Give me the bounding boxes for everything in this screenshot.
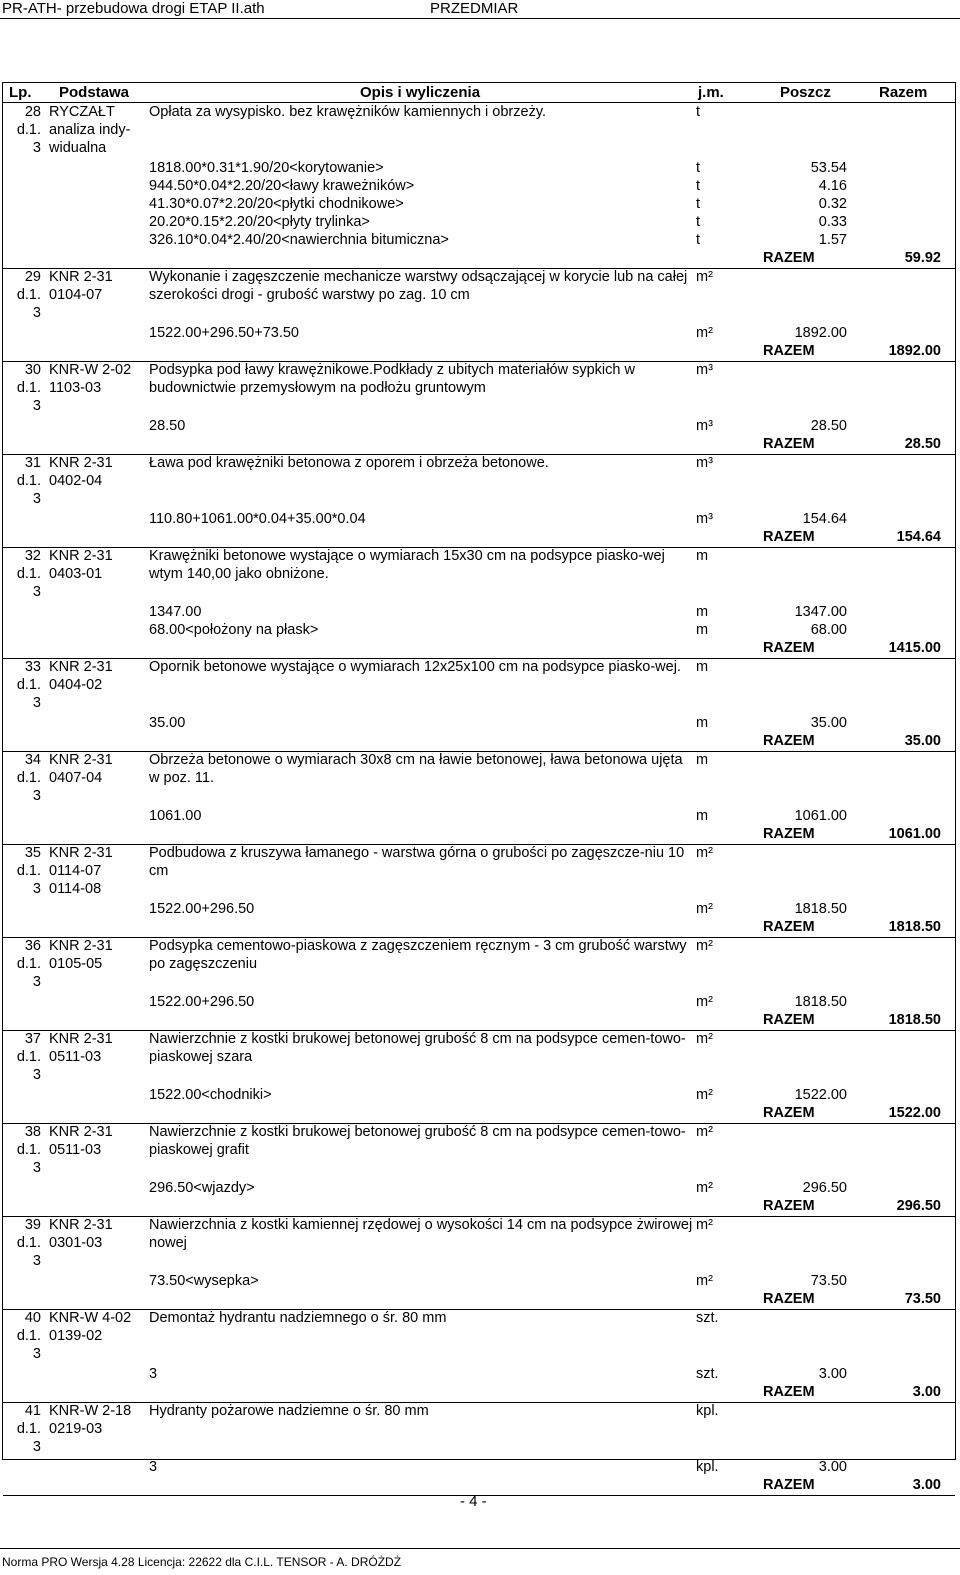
item-description: Hydranty pożarowe nadziemne o śr. 80 mm [149,1403,429,1419]
razem-value: 3.00 [912,1477,941,1493]
razem-label: RAZEM [763,343,815,359]
item-description: Demontaż hydrantu nadziemnego o śr. 80 mm [149,1310,447,1326]
item-lp: 40 [24,1310,41,1326]
razem-label: RAZEM [763,640,815,656]
item-basis: 0403-01 [49,566,103,582]
calc-expression: 20.20*0.15*2.20/20<płyty trylinka> [149,214,370,230]
item-lp: 3 [32,974,41,990]
calc-unit: m³ [696,511,713,527]
item-basis: 0219-03 [49,1421,103,1437]
header-razem: Razem [879,84,928,101]
razem-value: 73.50 [904,1291,941,1307]
item-basis: KNR-W 2-02 [49,362,132,378]
item-unit: m³ [696,362,713,378]
item-basis: KNR 2-31 [49,659,113,675]
item-lp: d.1. [16,380,41,396]
item-basis: KNR 2-31 [49,1031,113,1047]
item-lp: 3 [32,491,41,507]
item-description: Ława pod krawężniki betonowa z oporem i obrzeża betonowe. [149,455,549,471]
calc-value: 1818.50 [794,901,847,917]
item-lp: 3 [32,695,41,711]
item-lp: 36 [24,938,41,954]
item-lp: 3 [32,1253,41,1269]
calc-expression: 1522.00<chodniki> [149,1087,272,1103]
item-basis: 0402-04 [49,473,103,489]
file-title: PR-ATH- przebudowa drogi ETAP II.ath [2,0,265,17]
razem-label: RAZEM [763,1012,815,1028]
razem-value: 1522.00 [888,1105,941,1121]
calc-expression: 3 [149,1459,158,1475]
header-poszcz: Poszcz [780,84,831,101]
item-basis: 0104-07 [49,287,103,303]
calc-unit: t [696,232,701,248]
item-unit: m² [696,938,713,954]
item-description: Opłata za wysypisko. bez krawężników kamiennych i obrzeży. [149,104,547,120]
item-lp: 34 [24,752,41,768]
item-description: Opornik betonowe wystające o wymiarach 12x25x100 cm na podsypce piasko-wej. [149,659,681,675]
calc-expression: 28.50 [149,418,186,434]
item-basis: 0407-04 [49,770,103,786]
item-description: Podsypka pod ławy krawężnikowe.Podkłady z ubitych materiałów sypkich w budownictwie przemysłowym na podłożu gruntowym [149,362,635,396]
item-basis: KNR 2-31 [49,1217,113,1233]
razem-label: RAZEM [763,250,815,266]
item-description: Obrzeża betonowe o wymiarach 30x8 cm na ławie betonowej, ława betonowa ujęta w poz. 11. [149,752,683,786]
calc-expression: 1347.00 [149,604,202,620]
calc-unit: m² [696,1180,713,1196]
calc-expression: 1818.00*0.31*1.90/20<korytowanie> [149,160,384,176]
calc-value: 28.50 [810,418,847,434]
item-basis: 0114-07 [49,863,102,879]
item-basis: 0105-05 [49,956,103,972]
item-basis: 0511-03 [49,1049,102,1065]
calc-value: 1522.00 [794,1087,847,1103]
calc-value: 154.64 [802,511,847,527]
document-title: PRZEDMIAR [430,0,519,17]
razem-label: RAZEM [763,529,815,545]
item-basis: KNR 2-31 [49,548,113,564]
calc-value: 1347.00 [794,604,847,620]
item-lp: 38 [24,1124,41,1140]
header-jm: j.m. [698,84,724,101]
item-lp: 3 [32,1346,41,1362]
razem-value: 296.50 [896,1198,941,1214]
item-basis: KNR 2-31 [49,1124,113,1140]
razem-value: 1818.50 [888,1012,941,1028]
calc-unit: t [696,214,701,230]
item-lp: 3 [32,140,41,156]
razem-label: RAZEM [763,1384,815,1400]
calc-value: 3.00 [818,1366,847,1382]
item-description: Wykonanie i zagęszczenie mechanicze warstwy odsączającej w korycie lub na całej szerokości drogi - grubość warstwy po zag. 10 cm [149,269,688,303]
item-basis: analiza indy- [49,122,131,138]
calc-unit: m² [696,994,713,1010]
calc-expression: 944.50*0.04*2.20/20<ławy kraweżników> [149,178,415,194]
item-lp: d.1. [16,1142,41,1158]
item-basis: RYCZAŁT [49,104,115,120]
calc-expression: 326.10*0.04*2.40/20<nawierchnia bitumiczna> [149,232,449,248]
item-basis: 1103-03 [49,380,102,396]
header-opis: Opis i wyliczenia [360,84,481,101]
calc-unit: m [696,622,709,638]
razem-value: 28.50 [904,436,941,452]
calc-unit: m [696,604,709,620]
calc-unit: m² [696,1273,713,1289]
item-basis: 0139-02 [49,1328,103,1344]
calc-value: 1818.50 [794,994,847,1010]
item-lp: 3 [32,584,41,600]
item-basis: KNR 2-31 [49,938,113,954]
item-lp: d.1. [16,473,41,489]
item-lp: 30 [24,362,41,378]
calc-unit: m [696,715,709,731]
razem-value: 1061.00 [888,826,941,842]
item-lp: 3 [32,1067,41,1083]
calc-expression: 68.00<położony na płask> [149,622,319,638]
calc-value: 0.32 [818,196,847,212]
item-lp: d.1. [16,677,41,693]
calc-value: 73.50 [810,1273,847,1289]
razem-label: RAZEM [763,1105,815,1121]
item-unit: szt. [696,1310,719,1326]
item-description: Nawierzchnie z kostki brukowej betonowej grubość 8 cm na podsypce cemen-towo-piaskowej grafit [149,1124,686,1158]
calc-expression: 296.50<wjazdy> [149,1180,255,1196]
footer-license: Norma PRO Wersja 4.28 Licencja: 22622 dla C.I.L. TENSOR - A. DRÓŻDŻ [2,1555,402,1569]
item-unit: m² [696,1031,713,1047]
razem-value: 35.00 [904,733,941,749]
item-lp: 33 [24,659,41,675]
calc-value: 0.33 [818,214,847,230]
header-podstawa: Podstawa [59,84,130,101]
calc-expression: 1522.00+296.50 [149,901,255,917]
item-lp: d.1. [16,122,41,138]
item-unit: m [696,752,709,768]
item-lp: 35 [24,845,41,861]
calc-unit: kpl. [696,1459,719,1475]
calc-expression: 3 [149,1366,158,1382]
calc-unit: m² [696,901,713,917]
item-unit: m [696,659,709,675]
razem-label: RAZEM [763,733,815,749]
calc-expression: 1522.00+296.50 [149,994,255,1010]
header-lp: Lp. [9,84,32,101]
item-lp: 3 [32,1439,41,1455]
calc-value: 53.54 [810,160,847,176]
item-lp: d.1. [16,863,41,879]
razem-value: 1818.50 [888,919,941,935]
item-basis: widualna [49,140,107,156]
item-description: Krawężniki betonowe wystające o wymiarach 15x30 cm na podsypce piasko-wej wtym 140,00 jako obniżone. [149,548,665,582]
calc-unit: szt. [696,1366,719,1382]
item-basis: KNR-W 4-02 [49,1310,132,1326]
item-lp: 37 [24,1031,41,1047]
calc-value: 3.00 [818,1459,847,1475]
item-unit: m³ [696,455,713,471]
item-lp: 31 [24,455,41,471]
calc-unit: m² [696,1087,713,1103]
razem-value: 3.00 [912,1384,941,1400]
calc-expression: 1061.00 [149,808,202,824]
item-description: Podbudowa z kruszywa łamanego - warstwa górna o grubości po zagęszcze-niu 10 cm [149,845,685,879]
razem-label: RAZEM [763,826,815,842]
item-lp: d.1. [16,1421,41,1437]
calc-expression: 73.50<wysepka> [149,1273,259,1289]
footer [0,1548,960,1575]
razem-value: 1415.00 [888,640,941,656]
item-basis: KNR-W 2-18 [49,1403,132,1419]
estimate-table [2,82,956,1493]
item-basis: KNR 2-31 [49,752,113,768]
item-lp: 28 [24,104,41,120]
item-lp: 32 [24,548,41,564]
item-basis: KNR 2-31 [49,455,113,471]
calc-unit: m³ [696,418,713,434]
item-basis: 0114-08 [49,881,102,897]
item-lp: d.1. [16,956,41,972]
item-lp: 3 [32,881,41,897]
calc-value: 1061.00 [794,808,847,824]
calc-expression: 35.00 [149,715,186,731]
razem-label: RAZEM [763,436,815,452]
item-lp: 41 [24,1403,41,1419]
item-unit: m² [696,269,713,285]
item-lp: d.1. [16,770,41,786]
item-unit: m² [696,845,713,861]
item-lp: d.1. [16,1049,41,1065]
item-description: Podsypka cementowo-piaskowa z zagęszczeniem ręcznym - 3 cm grubość warstwy po zagęszczeniu [149,938,687,972]
item-lp: 39 [24,1217,41,1233]
item-lp: 29 [24,269,41,285]
item-unit: m² [696,1124,713,1140]
item-basis: 0404-02 [49,677,103,693]
item-lp: d.1. [16,566,41,582]
razem-value: 59.92 [904,250,941,266]
calc-value: 68.00 [810,622,847,638]
calc-unit: t [696,178,701,194]
calc-unit: t [696,196,701,212]
item-unit: m² [696,1217,713,1233]
razem-label: RAZEM [763,1477,815,1493]
item-lp: 3 [32,305,41,321]
item-description: Nawierzchnie z kostki brukowej betonowej grubość 8 cm na podsypce cemen-towo-piaskowej szara [149,1031,686,1065]
calc-expression: 1522.00+296.50+73.50 [149,325,299,341]
razem-label: RAZEM [763,1198,815,1214]
calc-value: 296.50 [802,1180,847,1196]
calc-expression: 41.30*0.07*2.20/20<płytki chodnikowe> [149,196,404,212]
item-lp: 3 [32,398,41,414]
item-lp: 3 [32,788,41,804]
razem-label: RAZEM [763,919,815,935]
calc-unit: m [696,808,709,824]
calc-expression: 110.80+1061.00*0.04+35.00*0.04 [149,511,366,527]
calc-unit: t [696,160,701,176]
calc-value: 4.16 [818,178,847,194]
item-lp: 3 [32,1160,41,1176]
item-lp: d.1. [16,1235,41,1251]
item-description: Nawierzchnia z kostki kamiennej rzędowej o wysokości 14 cm na podsypce żwirowej nowej [149,1217,693,1251]
item-unit: kpl. [696,1403,719,1419]
item-unit: m [696,548,709,564]
razem-label: RAZEM [763,1291,815,1307]
page-number: - 4 - [460,1493,487,1510]
calc-value: 1.57 [818,232,847,248]
calc-unit: m² [696,325,713,341]
item-lp: d.1. [16,287,41,303]
document-title-bar [0,0,960,19]
item-unit: t [696,104,701,120]
razem-value: 1892.00 [888,343,941,359]
item-basis: KNR 2-31 [49,845,113,861]
item-basis: 0301-03 [49,1235,103,1251]
calc-value: 1892.00 [794,325,847,341]
item-basis: 0511-03 [49,1142,102,1158]
calc-value: 35.00 [810,715,847,731]
item-basis: KNR 2-31 [49,269,113,285]
item-lp: d.1. [16,1328,41,1344]
razem-value: 154.64 [896,529,941,545]
